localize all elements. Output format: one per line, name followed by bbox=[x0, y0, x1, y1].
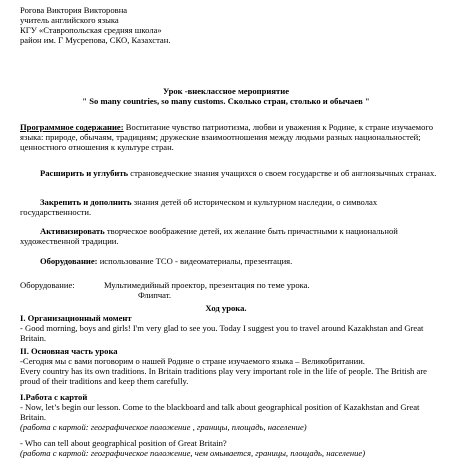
equipment-row bbox=[20, 280, 440, 290]
consolidate-text: знания детей об историческом и культурном наследии, о символах государственности. bbox=[20, 197, 378, 217]
lesson-title-line1: Урок -внеклассное мероприятие bbox=[162, 86, 290, 96]
section-2-text-ru: -Сегодня мы с вами поговорим о нашей Родине о стране изучаемого языка – Великобритании. bbox=[20, 356, 365, 366]
expand-paragraph bbox=[20, 168, 440, 178]
equipment-bold-text: использование ТСО - видеоматериалы, презентация. bbox=[97, 256, 293, 266]
activate-paragraph bbox=[20, 226, 440, 246]
section-3 bbox=[20, 392, 440, 458]
activate-text: творческое воображение детей, их желание быть причастными к национальной художественной традиции. bbox=[20, 226, 398, 246]
author-district: район им. Г Мусрепова, СКО, Казахстан. bbox=[20, 35, 171, 45]
equipment-line2: Флипчат. bbox=[138, 290, 172, 300]
equipment-row-2 bbox=[20, 290, 440, 300]
expand-text: страноведческие знания учащихся о своем государстве и об англоязычных странах. bbox=[128, 168, 437, 178]
consolidate-paragraph bbox=[20, 197, 440, 217]
equipment-line1: Мультимедийный проектор, презентация по теме урока. bbox=[104, 280, 310, 290]
section-2-heading: II. Основная часть урока bbox=[20, 346, 118, 356]
expand-label: Расширить и углубить bbox=[40, 168, 129, 178]
section-2-text-en: Every country has its own traditions. In Britain traditions play very important role in the life of people. The British are proud of their traditions and keep them carefully. bbox=[20, 366, 427, 386]
section-1-text: - Good morning, boys and girls! I'm very glad to see you. Today I suggest you to travel around Kazakhstan and Great Britain. bbox=[20, 323, 424, 343]
consolidate-label: Закрепить и дополнить bbox=[40, 197, 132, 207]
program-label: Программное содержание: bbox=[20, 122, 124, 132]
equipment-label: Оборудование: bbox=[20, 280, 75, 290]
section-3-text: - Now, let’s begin our lesson. Come to the blackboard and talk about geographical position of Kazakhstan and Great Britain. bbox=[20, 402, 420, 422]
equipment-bold-paragraph bbox=[20, 256, 440, 266]
section-3-question: - Who can tell about geographical position of Great Britain? bbox=[20, 438, 227, 448]
course-title: Ход урока. bbox=[205, 303, 247, 313]
section-3-note: (работа с картой: географическое положение , границы, площадь, население) bbox=[20, 422, 307, 432]
program-paragraph bbox=[20, 122, 440, 152]
lesson-title-line2: " So many countries, so many customs. Сколько стран, столько и обычаев " bbox=[82, 96, 370, 106]
author-school: КГУ «Ставропольская средняя школа» bbox=[20, 25, 162, 35]
author-header bbox=[20, 5, 440, 45]
activate-label: Активизировать bbox=[40, 226, 105, 236]
section-1-heading: I. Организационный момент bbox=[20, 313, 132, 323]
section-3-note-2: (работа с картой: географическое положение, чем омывается, границы, площадь, население) bbox=[20, 448, 366, 458]
lesson-title bbox=[0, 86, 452, 106]
author-position: учитель английского языка bbox=[20, 15, 119, 25]
section-2 bbox=[20, 346, 440, 386]
equipment-bold-label: Оборудование: bbox=[40, 256, 98, 266]
program-text: Воспитание чувство патриотизма, любви и уважения к Родине, к стране изучаемого языка: природе, обычаям, традициям; дружеские взаимоотношения между людьми разных национальностей; ценностного отношения к культуре стран. bbox=[20, 122, 434, 152]
author-name: Рогова Виктория Викторовна bbox=[20, 5, 128, 15]
section-3-heading: I.Работа с картой bbox=[20, 392, 88, 402]
equipment-block bbox=[20, 280, 440, 300]
section-1 bbox=[20, 313, 440, 343]
